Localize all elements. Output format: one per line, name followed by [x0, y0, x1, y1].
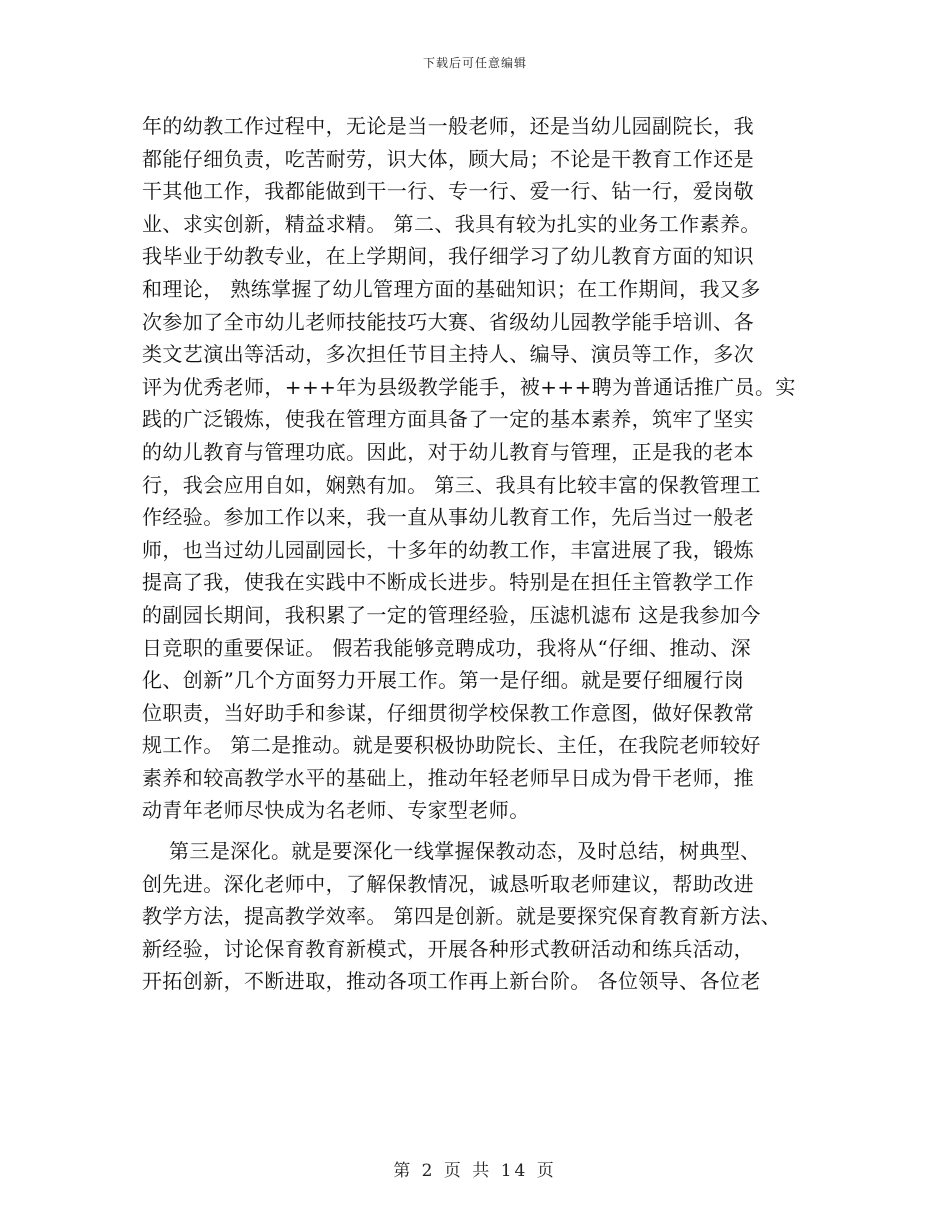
page-header: 下载后可任意编辑 [422, 56, 527, 70]
text-line: 动青年老师尽快成为名老师、专家型老师。 [142, 798, 530, 823]
text-line: 的幼儿教育与管理功底。因此，对于幼儿教育与管理，正是我的老本 [142, 439, 754, 464]
text-line: 开拓创新，不断进取，推动各项工作再上新台阶。 各位领导、各位老 [142, 969, 761, 994]
text-line: 新经验，讨论保育教育新模式，开展各种形式教研活动和练兵活动， [142, 936, 754, 961]
text-line: 行，我会应用自如，娴熟有加。 第三、我具有比较丰富的保教管理工 [142, 472, 761, 497]
text-line: 第三是深化。就是要深化一线掌握保教动态，及时总结，树典型、 [142, 839, 761, 864]
text-line: 干其他工作，我都能做到干一行、专一行、爱一行、钻一行，爱岗敬 [142, 179, 754, 204]
text-line: 都能仔细负责，吃苦耐劳，识大体，顾大局；不论是干教育工作还是 [142, 146, 754, 171]
text-line: 次参加了全市幼儿老师技能技巧大赛、省级幼儿园教学能手培训、各 [142, 309, 754, 334]
text-line: 年的幼教工作过程中，无论是当一般老师，还是当幼儿园副院长，我 [142, 114, 754, 138]
document-body [142, 110, 808, 998]
text-line: 我毕业于幼教专业，在上学期间，我仔细学习了幼儿教育方面的知识 [142, 244, 754, 269]
text-line: 的副园长期间，我积累了一定的管理经验，压滤机滤布 这是我参加今 [142, 602, 761, 627]
text-line: 业、求实创新，精益求精。 第二、我具有较为扎实的业务工作素养。 [142, 211, 761, 236]
text-line: 日竞职的重要保证。 假若我能够竞聘成功，我将从“仔细、推动、深 [142, 635, 751, 660]
text-line: 师，也当过幼儿园副园长，十多年的幼教工作，丰富进展了我，锻炼 [142, 537, 754, 562]
text-line: 提高了我，使我在实践中不断成长进步。特别是在担任主管教学工作 [142, 570, 754, 595]
paragraph-2 [142, 835, 808, 998]
text-line: 践的广泛锻炼，使我在管理方面具备了一定的基本素养，筑牢了坚实 [142, 407, 754, 432]
text-line: 教学方法，提高教学效率。 第四是创新。就是要探究保育教育新方法、 [142, 904, 782, 929]
page-number-footer: 第 2 页 共 14 页 [393, 1161, 557, 1181]
text-line: 创先进。深化老师中，了解保教情况，诚恳听取老师建议，帮助改进 [142, 871, 754, 896]
text-line: 类文艺演出等活动，多次担任节目主持人、编导、演员等工作，多次 [142, 342, 754, 367]
paragraph-1 [142, 110, 808, 827]
paragraph-gap [142, 827, 808, 835]
text-line: 化、创新”几个方面努力开展工作。第一是仔细。就是要仔细履行岗 [142, 668, 745, 693]
text-line: 评为优秀老师，+++年为县级教学能手，被+++聘为普通话推广员。实 [142, 374, 796, 399]
text-line: 素养和较高教学水平的基础上，推动年轻老师早日成为骨干老师，推 [142, 765, 754, 790]
text-line: 位职责，当好助手和参谋，仔细贯彻学校保教工作意图，做好保教常 [142, 700, 754, 725]
text-line: 作经验。参加工作以来，我一直从事幼儿教育工作，先后当过一般老 [142, 505, 754, 530]
text-line: 和理论， 熟练掌握了幼儿管理方面的基础知识；在工作期间，我又多 [142, 276, 761, 301]
text-line: 规工作。 第二是推动。就是要积极协助院长、主任，在我院老师较好 [142, 733, 761, 758]
